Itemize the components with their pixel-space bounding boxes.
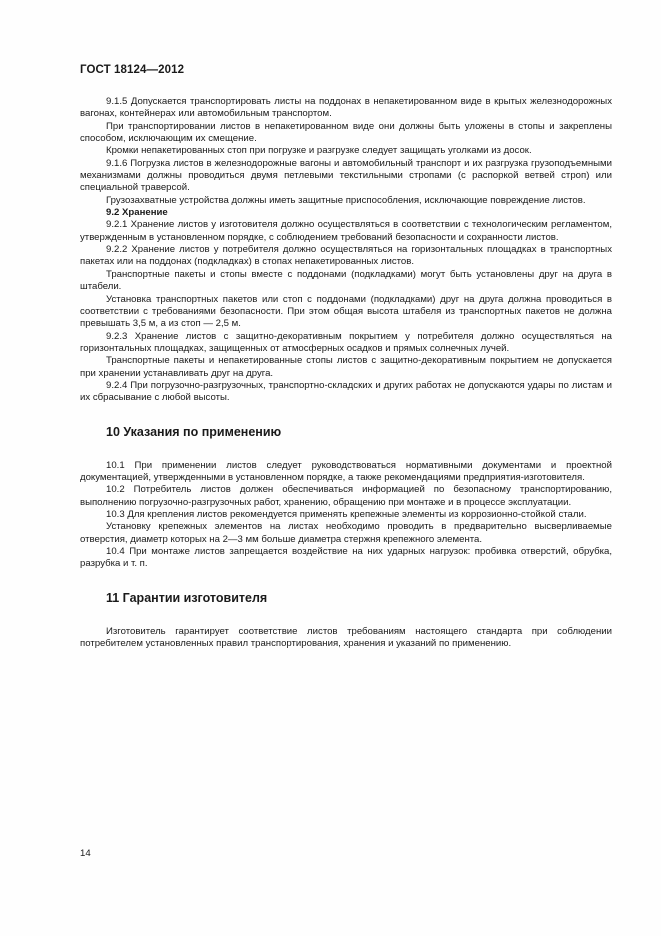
paragraph-10-4: 10.4 При монтаже листов запрещается воздействие на них ударных нагрузок: пробивка отверстий, обрубка, разрубка и т. п. xyxy=(80,546,612,570)
paragraph-9-1-5: 9.1.5 Допускается транспортировать листы на поддонах в непакетированном виде в крытых железнодорожных вагонах, контейнерах или автомобильным транспортом. xyxy=(80,96,612,120)
paragraph-9-2-1: 9.2.1 Хранение листов у изготовителя должно осуществляться в соответствии с технологическим регламентом, утвержденным в установленном порядке, с соблюдением требований безопасности и сохранности листов. xyxy=(80,219,612,243)
paragraph: Кромки непакетированных стоп при погрузке и разгрузке следует защищать уголками из досок. xyxy=(106,145,532,157)
document-body xyxy=(80,96,612,650)
paragraph: Транспортные пакеты и непакетированные стопы листов с защитно-декоративным покрытием не допускается при хранении устанавливать друг на друга. xyxy=(80,355,612,379)
paragraph-9-2-2: 9.2.2 Хранение листов у потребителя должно осуществляться на горизонтальных площадках в транспортных пакетах или на поддонах (подкладках) в стопах непакетированных листов. xyxy=(80,244,612,268)
section-heading-10: 10 Указания по применению xyxy=(106,424,282,439)
paragraph-10-3: 10.3 Для крепления листов рекомендуется применять крепежные элементы из коррозионно-стойкой стали. xyxy=(106,508,587,520)
paragraph: При транспортировании листов в непакетированном виде они должны быть уложены в стопы и закреплены способом, исключающим их смещение. xyxy=(80,120,612,145)
paragraph-10-1: 10.1 При применении листов следует руководствоваться нормативными документами и проектной документацией, утвержденными в установленном порядке, а также рекомендациями предприятия-изготовителя. xyxy=(80,459,612,483)
paragraph: Грузозахватные устройства должны иметь защитные приспособления, исключающие повреждение листов. xyxy=(106,194,586,206)
paragraph: Установку крепежных элементов на листах необходимо проводить в предварительно высверливаемые отверстия, диаметр которых на 2—3 мм больше диаметра стержня крепежного элемента. xyxy=(80,521,612,545)
section-heading-11: 11 Гарантии изготовителя xyxy=(106,590,268,605)
paragraph-9-1-6: 9.1.6 Погрузка листов в железнодорожные вагоны и автомобильный транспорт и их разгрузка грузоподъемными механизмами должны проводиться двумя петлевыми текстильными стропами (с распоркой ветвей строп) или специальной траверсой. xyxy=(80,157,612,194)
paragraph-9-2-3: 9.2.3 Хранение листов с защитно-декоративным покрытием у потребителя должно осуществляться на горизонтальных площадках, защищенных от атмосферных осадков и прямых солнечных лучей. xyxy=(80,330,612,354)
paragraph-9-2-4: 9.2.4 При погрузочно-разгрузочных, транспортно-складских и других работах не допускаются удары по листам и их сбрасывание с любой высоты. xyxy=(80,379,612,404)
paragraph: Установка транспортных пакетов или стоп с поддонами (подкладками) друг на друга должна проводиться в соответствии с требованиями безопасности. При этом общая высота штабеля из транспортных пакетов не должна превышать 3,5 м, а из стоп — 2,5 м. xyxy=(80,293,612,330)
paragraph-10-2: 10.2 Потребитель листов должен обеспечиваться информацией по безопасному транспортированию, выполнению погрузочно-разгрузочных работ, хранению, обращению при монтаже и в процессе эксплуатации. xyxy=(80,484,612,508)
page-number: 14 xyxy=(80,848,91,859)
paragraph: Изготовитель гарантирует соответствие листов требованиям настоящего стандарта при соблюдении потребителем установленных правил транспортирования, хранения и указаний по применению. xyxy=(80,625,612,650)
document-header: ГОСТ 18124—2012 xyxy=(80,64,185,76)
subsection-heading-9-2: 9.2 Хранение xyxy=(106,207,168,219)
paragraph: Транспортные пакеты и стопы вместе с поддонами (подкладками) могут быть установлены друг на друга в штабели. xyxy=(80,268,612,293)
